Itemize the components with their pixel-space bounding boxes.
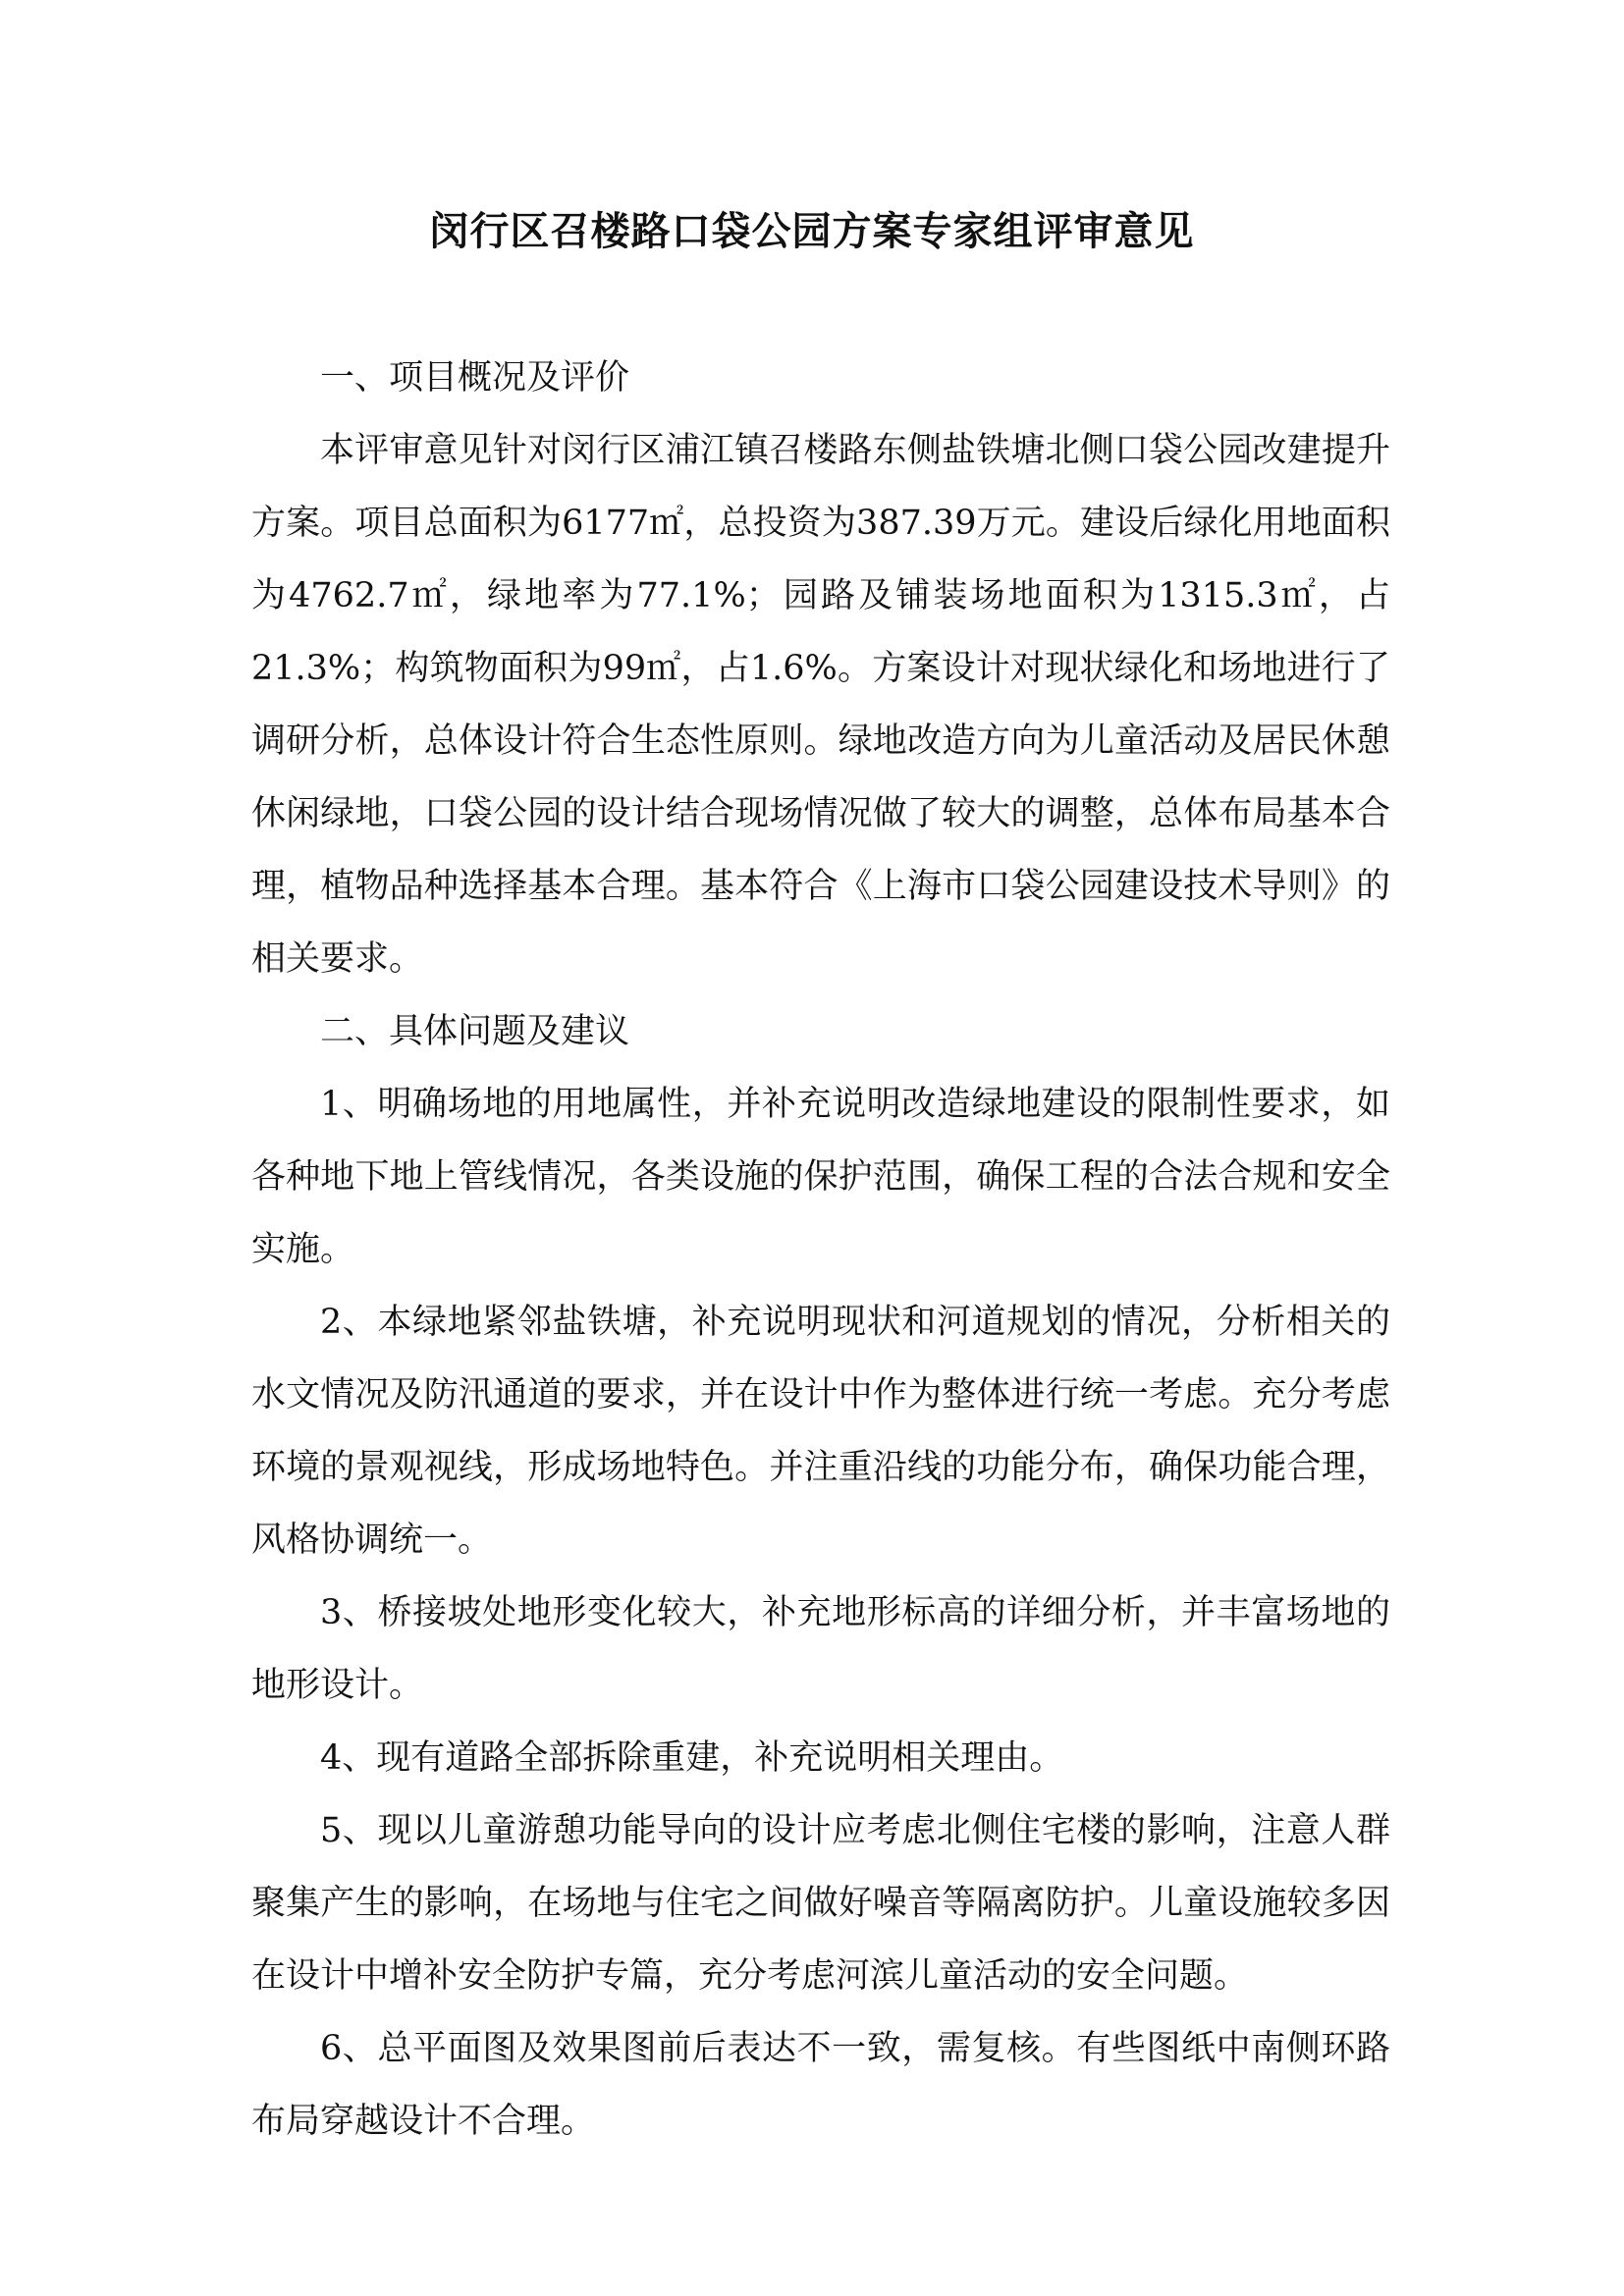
paragraph-issue-3: 3、桥接坡处地形变化较大，补充地形标高的详细分析，并丰富场地的地形设计。: [251, 1593, 1390, 1705]
document-title: 闵行区召楼路口袋公园方案专家组评审意见: [429, 209, 1195, 254]
paragraph-overview: 本评审意见针对闵行区浦江镇召楼路东侧盐铁塘北侧口袋公园改建提升方案。项目总面积为6177㎡，总投资为387.39万元。建设后绿化用地面积为4762.7㎡，绿地率为77.1%；园路及铺装场地面积为1315.3㎡，占21.3%；构筑物面积为99㎡，占1.6%。方案设计对现状绿化和场地进行了调研分析，总体设计符合生态性原则。绿地改造方向为儿童活动及居民休憩休闲绿地，口袋公园的设计结合现场情况做了较大的调整，总体布局基本合理，植物品种选择基本合理。基本符合《上海市口袋公园建设技术导则》的相关要求。: [251, 431, 1390, 979]
paragraph-issue-1: 1、明确场地的用地属性，并补充说明改造绿地建设的限制性要求，如各种地下地上管线情况，各类设施的保护范围，确保工程的合法合规和安全实施。: [251, 1085, 1390, 1269]
document-body: [251, 342, 1390, 2158]
section-heading-overview: 一、项目概况及评价: [320, 358, 630, 398]
section-heading-issues: 二、具体问题及建议: [320, 1012, 630, 1051]
paragraph-issue-2: 2、本绿地紧邻盐铁塘，补充说明现状和河道规划的情况，分析相关的水文情况及防汛通道的要求，并在设计中作为整体进行统一考虑。充分考虑环境的景观视线，形成场地特色。并注重沿线的功能分布，确保功能合理，风格协调统一。: [251, 1303, 1390, 1560]
paragraph-issue-6: 6、总平面图及效果图前后表达不一致，需复核。有些图纸中南侧环路布局穿越设计不合理。: [251, 2029, 1390, 2141]
paragraph-issue-5: 5、现以儿童游憩功能导向的设计应考虑北侧住宅楼的影响，注意人群聚集产生的影响，在场地与住宅之间做好噪音等隔离防护。儿童设施较多因在设计中增补安全防护专篇，充分考虑河滨儿童活动的安全问题。: [251, 1811, 1390, 1996]
paragraph-issue-4: 4、现有道路全部拆除重建，补充说明相关理由。: [320, 1738, 1064, 1778]
